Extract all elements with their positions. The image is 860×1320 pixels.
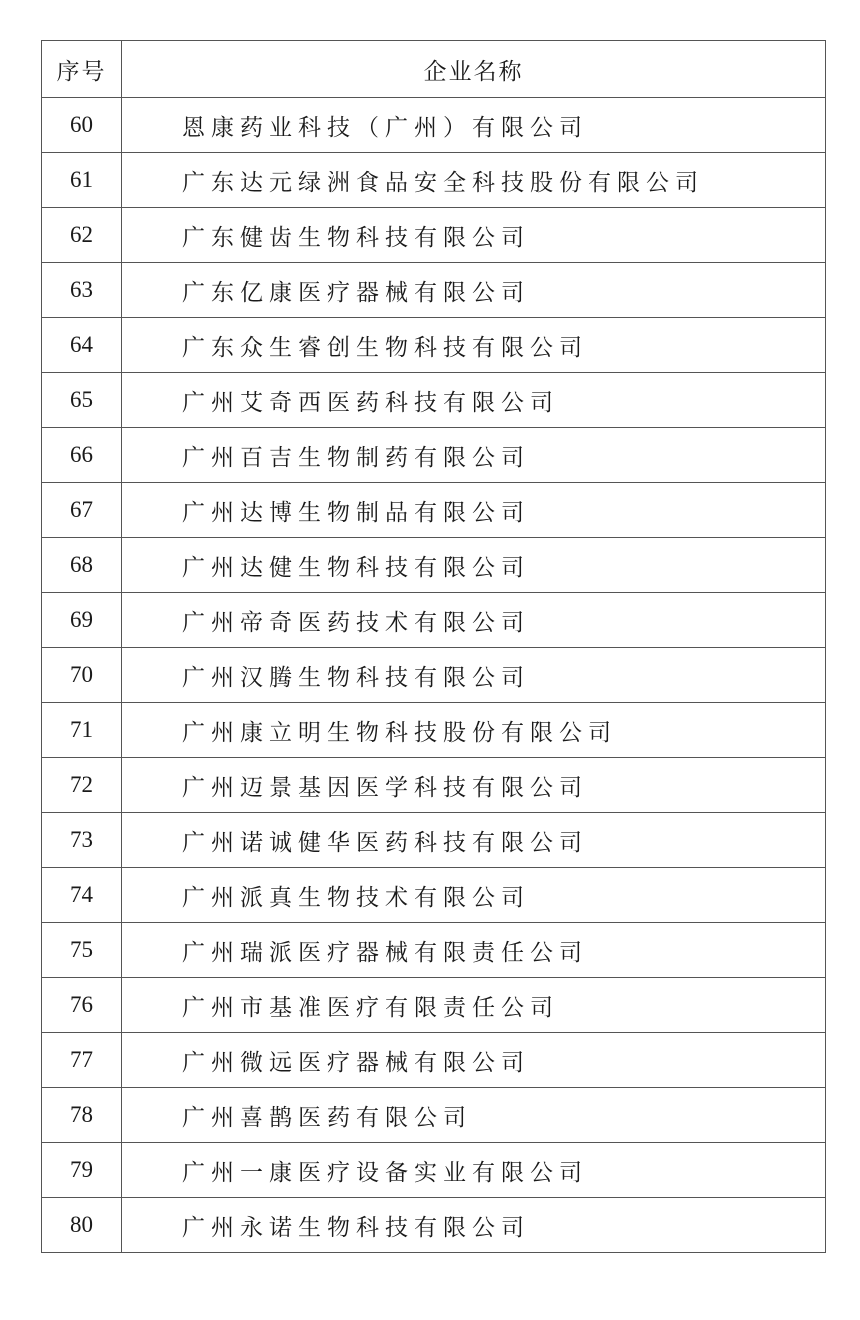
company-name: 广州市基准医疗有限责任公司 xyxy=(122,978,826,1033)
row-number: 67 xyxy=(42,483,122,538)
row-number: 77 xyxy=(42,1033,122,1088)
company-name: 广州一康医疗设备实业有限公司 xyxy=(122,1143,826,1198)
company-name: 广州喜鹊医药有限公司 xyxy=(122,1088,826,1143)
header-row xyxy=(42,41,826,98)
table-row xyxy=(42,483,826,538)
row-number: 60 xyxy=(42,98,122,153)
row-number: 66 xyxy=(42,428,122,483)
company-name: 广州艾奇西医药科技有限公司 xyxy=(122,373,826,428)
row-number: 75 xyxy=(42,923,122,978)
table-row xyxy=(42,1198,826,1253)
company-name: 广州汉腾生物科技有限公司 xyxy=(122,648,826,703)
row-number: 64 xyxy=(42,318,122,373)
row-number: 69 xyxy=(42,593,122,648)
table-row xyxy=(42,208,826,263)
row-number: 68 xyxy=(42,538,122,593)
company-name: 广州迈景基因医学科技有限公司 xyxy=(122,758,826,813)
table-row xyxy=(42,1143,826,1198)
company-name: 广州帝奇医药技术有限公司 xyxy=(122,593,826,648)
table-row xyxy=(42,813,826,868)
row-number: 71 xyxy=(42,703,122,758)
table-row xyxy=(42,1033,826,1088)
table-row xyxy=(42,98,826,153)
company-name: 广东亿康医疗器械有限公司 xyxy=(122,263,826,318)
company-table xyxy=(41,40,826,1253)
table-body xyxy=(42,98,826,1253)
row-number: 65 xyxy=(42,373,122,428)
table-row xyxy=(42,703,826,758)
company-name: 广州永诺生物科技有限公司 xyxy=(122,1198,826,1253)
company-name: 广东健齿生物科技有限公司 xyxy=(122,208,826,263)
table-row xyxy=(42,263,826,318)
table-row xyxy=(42,758,826,813)
table-header xyxy=(42,41,826,98)
table-row xyxy=(42,373,826,428)
company-name: 广州派真生物技术有限公司 xyxy=(122,868,826,923)
row-number: 63 xyxy=(42,263,122,318)
row-number: 70 xyxy=(42,648,122,703)
header-company-name: 企业名称 xyxy=(122,41,826,98)
table-row xyxy=(42,428,826,483)
row-number: 74 xyxy=(42,868,122,923)
company-name: 广州康立明生物科技股份有限公司 xyxy=(122,703,826,758)
row-number: 80 xyxy=(42,1198,122,1253)
company-name: 广东众生睿创生物科技有限公司 xyxy=(122,318,826,373)
row-number: 76 xyxy=(42,978,122,1033)
company-name: 广州达健生物科技有限公司 xyxy=(122,538,826,593)
company-name: 广州百吉生物制药有限公司 xyxy=(122,428,826,483)
company-name: 恩康药业科技（广州）有限公司 xyxy=(122,98,826,153)
table-row xyxy=(42,593,826,648)
table-row xyxy=(42,153,826,208)
row-number: 78 xyxy=(42,1088,122,1143)
row-number: 79 xyxy=(42,1143,122,1198)
row-number: 61 xyxy=(42,153,122,208)
row-number: 62 xyxy=(42,208,122,263)
company-name: 广东达元绿洲食品安全科技股份有限公司 xyxy=(122,153,826,208)
company-name: 广州达博生物制品有限公司 xyxy=(122,483,826,538)
table-row xyxy=(42,1088,826,1143)
table-row xyxy=(42,978,826,1033)
table-row xyxy=(42,538,826,593)
header-number: 序号 xyxy=(42,41,122,98)
company-name: 广州诺诚健华医药科技有限公司 xyxy=(122,813,826,868)
table-row xyxy=(42,318,826,373)
table-row xyxy=(42,648,826,703)
company-name: 广州瑞派医疗器械有限责任公司 xyxy=(122,923,826,978)
table-row xyxy=(42,923,826,978)
company-name: 广州微远医疗器械有限公司 xyxy=(122,1033,826,1088)
table-row xyxy=(42,868,826,923)
row-number: 72 xyxy=(42,758,122,813)
row-number: 73 xyxy=(42,813,122,868)
